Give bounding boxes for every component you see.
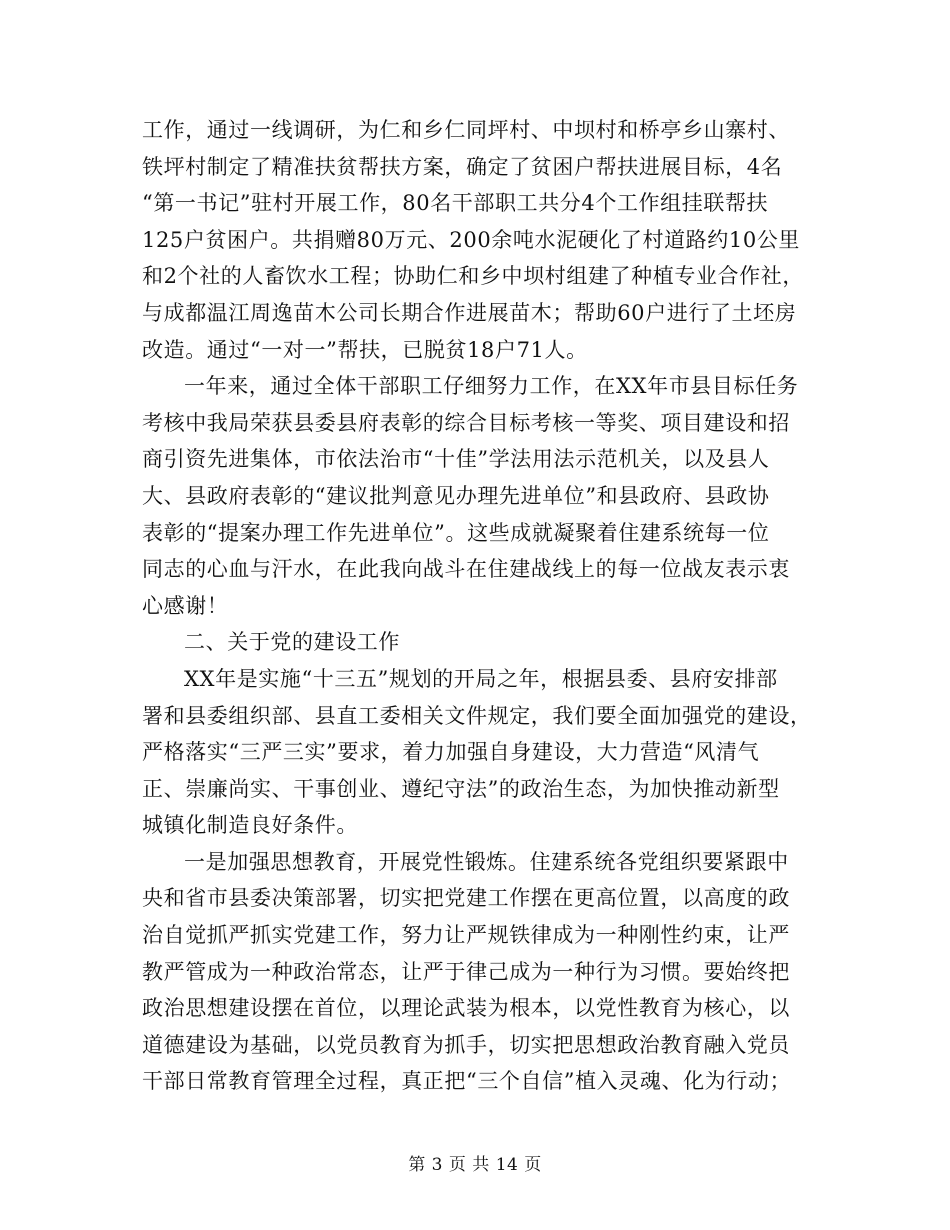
body-text [142, 112, 812, 1100]
text-line: 严格落实“三严三实”要求，着力加强自身建设，大力营造“风清气 [142, 740, 760, 765]
text-line: 商引资先进集体，市依法治市“十佳”学法用法示范机关，以及县人 [142, 447, 770, 472]
text-line: 同志的心血与汗水，在此我向战斗在住建战线上的每一位战友表示衷 [142, 557, 790, 582]
text-line: “第一书记”驻村开展工作，80名干部职工共分4个工作组挂联帮扶 [142, 191, 769, 216]
text-line: 工作，通过一线调研，为仁和乡仁同坪村、中坝村和桥亭乡山寨村、 [142, 118, 790, 142]
text-line: 大、县政府表彰的“建议批判意见办理先进单位”和县政府、县政协 [142, 483, 770, 508]
text-line: 干部日常教育管理全过程，真正把“三个自信”植入灵魂、化为行动； [142, 1069, 792, 1094]
text-line: 改造。通过“一对一”帮扶，已脱贫18户71人。 [142, 337, 588, 362]
text-line: 正、崇廉尚实、干事创业、遵纪守法”的政治生态，为加快推动新型 [142, 776, 780, 801]
text-line: 道德建设为基础，以党员教育为抓手，切实把思想政治教育融入党员 [142, 1032, 790, 1057]
text-line: 铁坪村制定了精准扶贫帮扶方案，确定了贫困户帮扶进展目标，4名 [142, 154, 783, 179]
text-line: 署和县委组织部、县直工委相关文件规定，我们要全面加强党的建设， [142, 703, 812, 728]
text-line: 治自觉抓严抓实党建工作，努力让严规铁律成为一种刚性约束，让严 [142, 923, 790, 948]
text-line: 表彰的“提案办理工作先进单位”。这些成就凝聚着住建系统每一位 [142, 520, 770, 545]
section-heading: 二、关于党的建设工作 [184, 630, 400, 655]
text-line: 城镇化制造良好条件。 [142, 813, 358, 838]
text-line: 125户贫困户。共捐赠80万元、200余吨水泥硬化了村道路约10公里 [142, 227, 801, 252]
text-line: 考核中我局荣获县委县府表彰的综合目标考核一等奖、项目建设和招 [142, 410, 790, 435]
text-line: 教严管成为一种政治常态，让严于律己成为一种行为习惯。要始终把 [142, 959, 790, 984]
text-line: 和2个社的人畜饮水工程；协助仁和乡中坝村组建了种植专业合作社， [142, 264, 804, 289]
text-line: 一是加强思想教育，开展党性锻炼。住建系统各党组织要紧跟中 [184, 849, 789, 874]
text-line: 政治思想建设摆在首位，以理论武装为根本，以党性教育为核心，以 [142, 996, 790, 1021]
text-line: 与成都温江周逸苗木公司长期合作进展苗木；帮助60户进行了土坯房 [142, 300, 797, 325]
text-line: 一年来，通过全体干部职工仔细努力工作，在XX年市县目标任务 [184, 374, 799, 399]
text-line: 心感谢！ [142, 593, 229, 618]
page-number-footer: 第 3 页 共 14 页 [408, 1155, 542, 1175]
text-line: 央和省市县委决策部署，切实把党建工作摆在更高位置，以高度的政 [142, 886, 790, 911]
text-line: XX年是实施“十三五”规划的开局之年，根据县委、县府安排部 [184, 666, 778, 691]
